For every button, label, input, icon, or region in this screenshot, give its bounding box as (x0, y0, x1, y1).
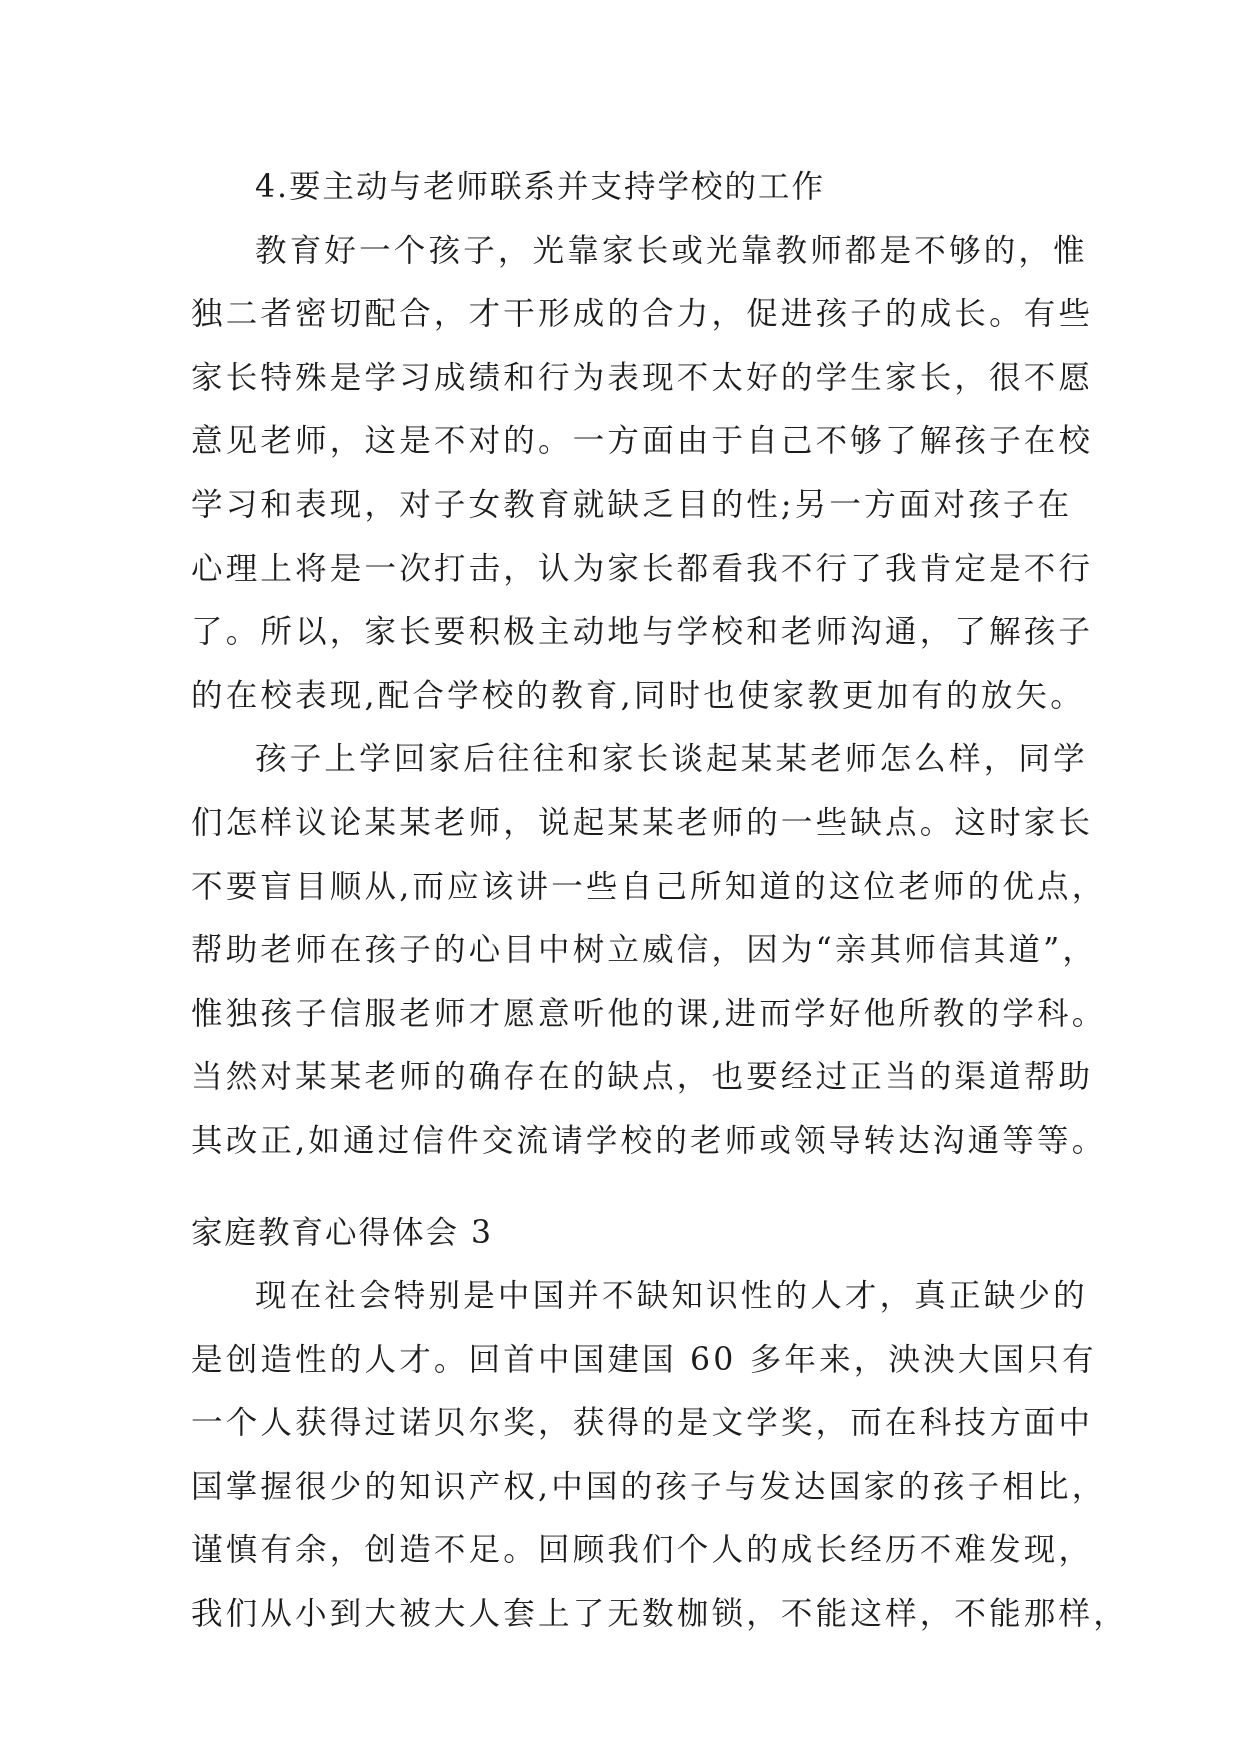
text-line: 惟独孩子信服老师才愿意听他的课,进而学好他所教的学科。 (191, 995, 1107, 1032)
text-line: 国掌握很少的知识产权,中国的孩子与发达国家的孩子相比， (191, 1468, 1107, 1505)
text-line: 学习和表现，对子女教育就缺乏目的性;另一方面对孩子在 (191, 486, 1073, 523)
text-line: 当然对某某老师的确存在的缺点，也要经过正当的渠道帮助 (191, 1059, 1094, 1096)
text-line: 独二者密切配合，才干形成的合力，促进孩子的成长。有些 (191, 296, 1094, 333)
section-title: 家庭教育心得体会 3 (191, 1214, 494, 1251)
text-line: 了。所以，家长要积极主动地与学校和老师沟通，了解孩子 (191, 614, 1094, 651)
section-heading: 4.要主动与老师联系并支持学校的工作 (255, 169, 826, 205)
text-line: 是创造性的人才。回首中国建国 60 多年来，泱泱大国只有 (191, 1341, 1097, 1378)
text-line: 心理上将是一次打击，认为家长都看我不行了我肯定是不行 (191, 550, 1094, 587)
document-body (191, 156, 1128, 1647)
text-line: 们怎样议论某某老师，说起某某老师的一些缺点。这时家长 (191, 804, 1094, 841)
text-line: 一个人获得过诺贝尔奖，获得的是文学奖，而在科技方面中 (191, 1405, 1094, 1442)
section-spacer (191, 1174, 1061, 1202)
text-line: 的在校表现,配合学校的教育,同时也使家教更加有的放矢。 (191, 677, 1085, 714)
text-line: 意见老师，这是不对的。一方面由于自己不够了解孩子在校 (191, 423, 1094, 460)
paragraph-creativity (191, 1265, 1128, 1647)
paragraph-cooperation (191, 220, 1094, 729)
text-line: 孩子上学回家后往往和家长谈起某某老师怎么样，同学 (255, 741, 1088, 778)
text-line: 家长特殊是学习成绩和行为表现不太好的学生家长，很不愿 (191, 359, 1094, 396)
text-line: 现在社会特别是中国并不缺知识性的人才，真正缺少的 (255, 1278, 1088, 1315)
text-line: 我们从小到大被大人套上了无数枷锁，不能这样，不能那样， (191, 1596, 1128, 1633)
text-line: 不要盲目顺从,而应该讲一些自己所知道的这位老师的优点， (191, 868, 1107, 905)
text-line: 其改正,如通过信件交流请学校的老师或领导转达沟通等等。 (191, 1122, 1107, 1159)
paragraph-teacher-prestige (191, 728, 1107, 1173)
text-line: 教育好一个孩子，光靠家长或光靠教师都是不够的，惟 (255, 232, 1088, 269)
text-line: 谨慎有余，创造不足。回顾我们个人的成长经历不难发现， (191, 1532, 1094, 1569)
text-line: 帮助老师在孩子的心目中树立威信，因为“亲其师信其道”， (191, 932, 1098, 969)
